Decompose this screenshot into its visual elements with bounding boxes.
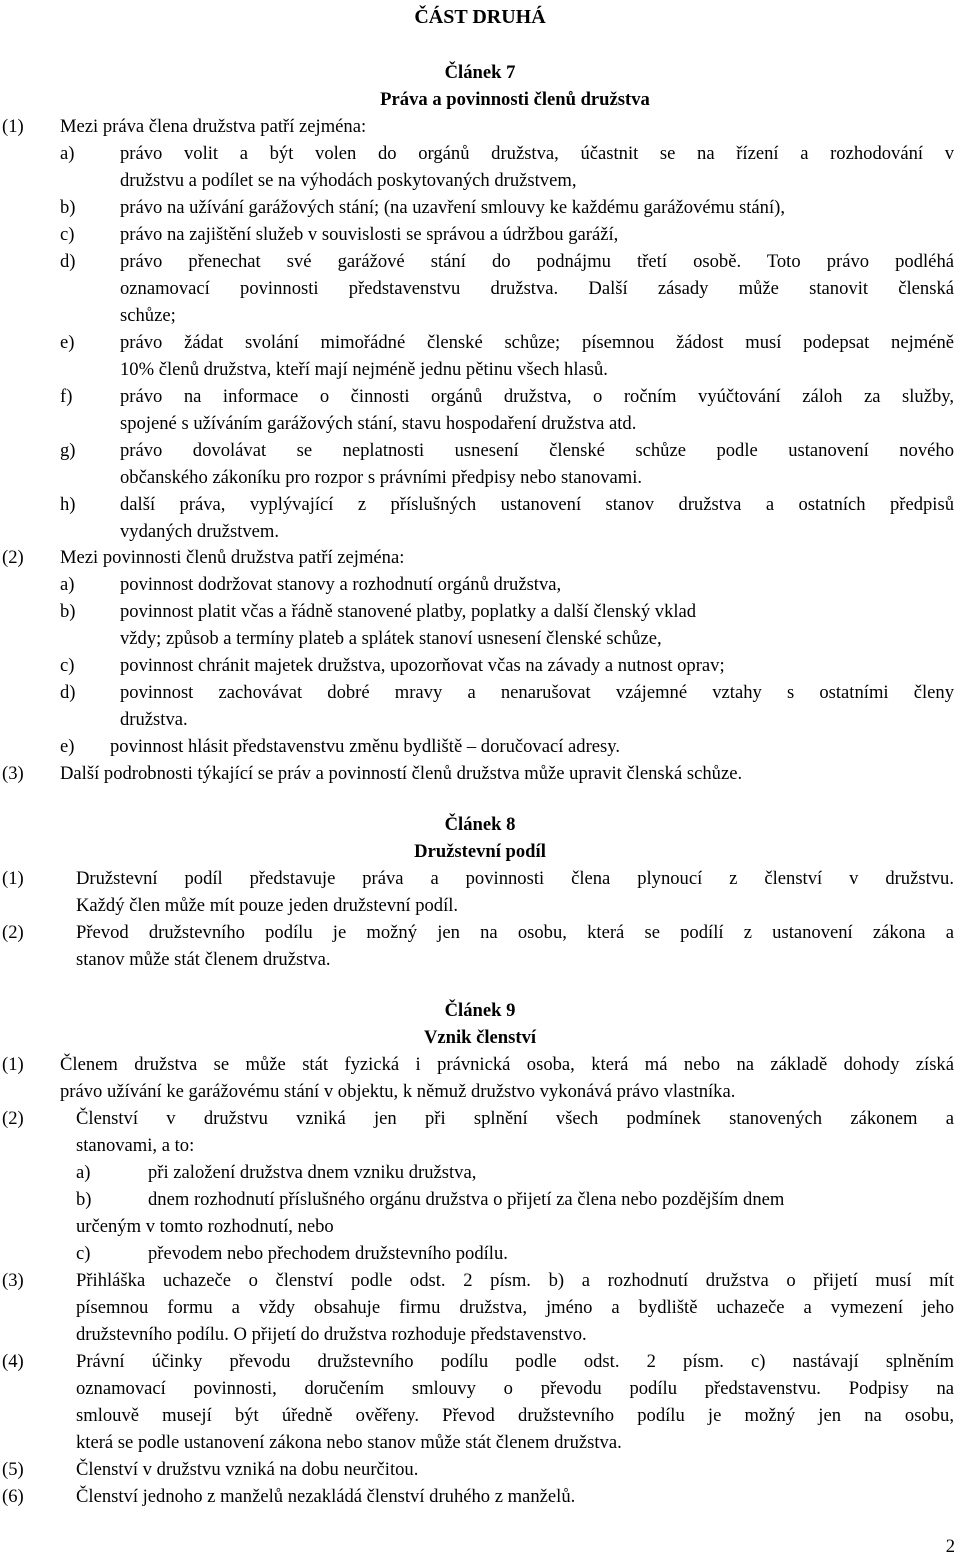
paragraph-number: (2)	[2, 547, 24, 568]
paragraph-text: Převod družstevního podílu je možný jen na osobu, která se podílí z ustanovení zákona a	[76, 922, 954, 943]
list-label: c)	[76, 1243, 91, 1264]
list-item-text: právo dovolávat se neplatnosti usnesení členské schůze podle ustanovení nového	[120, 440, 954, 461]
page-number: 2	[945, 1536, 955, 1557]
paragraph-text: oznamovací povinnosti, doručením smlouvy o převodu podílu představenstvu. Podpisy na	[76, 1378, 954, 1399]
list-item-text: občanského zákoníku pro rozpor s právními předpisy nebo stanovami.	[120, 467, 643, 488]
paragraph-number: (5)	[2, 1459, 24, 1480]
list-item-text: povinnost hlásit představenstvu změnu bydliště – doručovací adresy.	[110, 736, 621, 757]
list-item-text: 10% členů družstva, kteří mají nejméně jednu pětinu všech hlasů.	[120, 359, 608, 380]
paragraph-text: Členem družstva se může stát fyzická i právnická osoba, která má nebo na základě dohody získá	[60, 1054, 954, 1075]
list-item-text: právo volit a být volen do orgánů družstva, účastnit se na řízení a rozhodování v	[120, 143, 954, 164]
paragraph-number: (1)	[2, 1054, 24, 1075]
list-item-text: družstva.	[120, 709, 188, 730]
paragraph-text: stanov může stát členem družstva.	[76, 949, 331, 970]
paragraph-text: která se podle ustanovení zákona nebo stanov může stát členem družstva.	[76, 1432, 622, 1453]
list-label: c)	[60, 224, 75, 245]
paragraph-number: (3)	[2, 1270, 24, 1291]
paragraph-text: právo užívání ke garážovému stání v objektu, k němuž družstvo vykonává právo vlastníka.	[60, 1081, 736, 1102]
list-item-text: právo na zajištění služeb v souvislosti se správou a údržbou garáží,	[120, 224, 619, 245]
paragraph-text: stanovami, a to:	[76, 1135, 195, 1156]
list-item-text: určeným v tomto rozhodnutí, nebo	[76, 1216, 334, 1237]
paragraph-number: (1)	[2, 868, 24, 889]
list-item-text: dnem rozhodnutí příslušného orgánu družstva o přijetí za člena nebo pozdějším dnem	[148, 1189, 785, 1210]
paragraph-text: Družstevní podíl představuje práva a povinnosti člena plynoucí z členství v družstvu.	[76, 868, 954, 889]
paragraph-text: Mezi povinnosti členů družstva patří zejména:	[60, 547, 405, 568]
list-item-text: povinnost chránit majetek družstva, upozorňovat včas na závady a nutnost oprav;	[120, 655, 725, 676]
paragraph-number: (3)	[2, 763, 24, 784]
list-item-text: družstvu a podílet se na výhodách poskytovaných družstvem,	[120, 170, 577, 191]
list-item-text: při založení družstva dnem vzniku družstva,	[148, 1162, 477, 1183]
list-item-text: vždy; způsob a termíny plateb a splátek stanoví usnesení členské schůze,	[120, 628, 662, 649]
list-item-text: právo přenechat své garážové stání do podnájmu třetí osobě. Toto právo podléhá	[120, 251, 954, 272]
list-item-text: povinnost dodržovat stanovy a rozhodnutí orgánů družstva,	[120, 574, 562, 595]
paragraph-text: družstevního podílu. O přijetí do družstva rozhoduje představenstvo.	[76, 1324, 587, 1345]
paragraph-text: Právní účinky převodu družstevního podílu podle odst. 2 písm. c) nastávají splněním	[76, 1351, 954, 1372]
list-item-text: schůze;	[120, 305, 176, 326]
list-label: g)	[60, 440, 76, 461]
list-item-text: další práva, vyplývající z příslušných ustanovení stanov družstva a ostatních předpisů	[120, 494, 954, 515]
list-label: b)	[76, 1189, 92, 1210]
paragraph-text: Členství v družstvu vzniká na dobu neurčitou.	[76, 1459, 419, 1480]
list-item-text: povinnost zachovávat dobré mravy a nenarušovat vzájemné vztahy s ostatními členy	[120, 682, 954, 703]
list-label: b)	[60, 601, 76, 622]
paragraph-number: (2)	[2, 922, 24, 943]
list-item-text: právo na informace o činnosti orgánů družstva, o ročním vyúčtování záloh za služby,	[120, 386, 954, 407]
paragraph-text: Členství jednoho z manželů nezakládá členství druhého z manželů.	[76, 1486, 576, 1507]
paragraph-text: Přihláška uchazeče o členství podle odst. 2 písm. b) a rozhodnutí družstva o přijetí musí mít	[76, 1270, 954, 1291]
article-9-title: Vznik členství	[423, 1027, 537, 1048]
article-8-title: Družstevní podíl	[414, 841, 546, 862]
list-label: f)	[60, 386, 73, 407]
list-label: a)	[60, 574, 75, 595]
paragraph-number: (2)	[2, 1108, 24, 1129]
list-label: c)	[60, 655, 75, 676]
paragraph-text: Další podrobnosti týkající se práv a povinností členů družstva může upravit členská schůze.	[60, 763, 743, 784]
list-label: e)	[60, 736, 75, 757]
article-7-heading: Článek 7	[444, 62, 516, 83]
list-label: e)	[60, 332, 75, 353]
list-label: d)	[60, 682, 76, 703]
list-label: a)	[76, 1162, 91, 1183]
list-item-text: právo žádat svolání mimořádné členské schůze; písemnou žádost musí podepsat nejméně	[120, 332, 954, 353]
part-title: ČÁST DRUHÁ	[414, 6, 546, 28]
list-item-text: spojené s užíváním garážových stání, stavu hospodaření družstva atd.	[120, 413, 637, 434]
paragraph-text: Mezi práva člena družstva patří zejména:	[60, 116, 367, 137]
list-item-text: převodem nebo přechodem družstevního podílu.	[148, 1243, 508, 1264]
list-item-text: povinnost platit včas a řádně stanovené platby, poplatky a další členský vklad	[120, 601, 697, 622]
list-label: d)	[60, 251, 76, 272]
paragraph-number: (6)	[2, 1486, 24, 1507]
list-label: b)	[60, 197, 76, 218]
article-7-title: Práva a povinnosti členů družstva	[380, 89, 650, 110]
paragraph-text: smlouvě musejí být úředně ověřeny. Převod družstevního podílu je možný jen na osobu,	[76, 1405, 954, 1426]
article-8-heading: Článek 8	[444, 814, 516, 835]
list-label: a)	[60, 143, 75, 164]
paragraph-text: písemnou formu a vždy obsahuje firmu družstva, jméno a bydliště uchazeče a vymezení jeho	[76, 1297, 954, 1318]
list-item-text: právo na užívání garážových stání; (na uzavření smlouvy ke každému garážovému stání),	[120, 197, 785, 218]
article-9-heading: Článek 9	[444, 1000, 516, 1021]
list-label: h)	[60, 494, 76, 515]
paragraph-number: (4)	[2, 1351, 24, 1372]
list-item-text: vydaných družstvem.	[120, 521, 280, 542]
paragraph-text: Každý člen může mít pouze jeden družstevní podíl.	[76, 895, 459, 916]
paragraph-text: Členství v družstvu vzniká jen při splnění všech podmínek stanovených zákonem a	[76, 1108, 954, 1129]
list-item-text: oznamovací povinnosti představenstvu družstva. Další zásady může stanovit členská	[120, 278, 954, 299]
paragraph-number: (1)	[2, 116, 24, 137]
